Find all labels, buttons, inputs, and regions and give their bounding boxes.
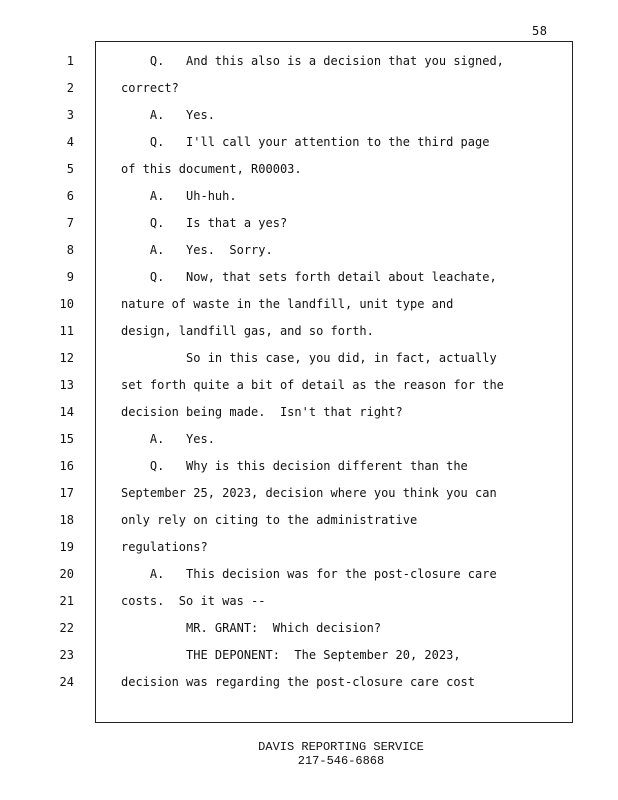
line-number: 19 [59,540,74,554]
line-text: Q. Why is this decision different than the [121,459,468,473]
line-text: A. Yes. [121,432,215,446]
line-text: THE DEPONENT: The September 20, 2023, [121,648,461,662]
line-number: 20 [59,567,74,581]
line-number: 21 [59,594,74,608]
line-number: 13 [59,378,74,392]
line-text: A. This decision was for the post-closure care [121,567,497,581]
line-number: 6 [66,189,74,203]
line-number: 2 [66,81,74,95]
line-text: correct? [121,81,179,95]
line-text: nature of waste in the landfill, unit type and [121,297,454,311]
line-text: Q. Is that a yes? [121,216,288,230]
line-number: 23 [59,648,74,662]
line-number: 8 [66,243,74,257]
line-text: Q. And this also is a decision that you signed, [121,54,504,68]
footer-company: DAVIS REPORTING SERVICE [258,740,424,754]
line-number: 11 [59,324,74,338]
line-text: of this document, R00003. [121,162,302,176]
line-text: MR. GRANT: Which decision? [121,621,382,635]
line-number: 14 [59,405,74,419]
page-number: 58 [532,24,548,38]
line-number: 24 [59,675,74,689]
line-number: 18 [59,513,74,527]
footer-phone: 217-546-6868 [297,754,385,768]
line-number: 3 [66,108,74,122]
line-text: September 25, 2023, decision where you think you can [121,486,497,500]
line-number: 22 [59,621,74,635]
line-number: 10 [59,297,74,311]
line-text: design, landfill gas, and so forth. [121,324,374,338]
line-number: 4 [66,135,74,149]
line-text: costs. So it was -- [121,594,266,608]
line-text: A. Yes. [121,108,215,122]
line-number: 15 [59,432,74,446]
line-number: 17 [59,486,74,500]
line-text: decision being made. Isn't that right? [121,405,403,419]
line-text: A. Uh-huh. [121,189,237,203]
line-number: 7 [66,216,74,230]
line-number: 9 [66,270,74,284]
line-number: 5 [66,162,74,176]
line-text: Q. I'll call your attention to the third page [121,135,490,149]
line-number: 16 [59,459,74,473]
line-number: 1 [66,54,74,68]
line-text: set forth quite a bit of detail as the reason for the [121,378,504,392]
line-text: So in this case, you did, in fact, actually [121,351,497,365]
line-text: Q. Now, that sets forth detail about leachate, [121,270,497,284]
line-text: decision was regarding the post-closure care cost [121,675,476,689]
line-text: A. Yes. Sorry. [121,243,273,257]
line-text: regulations? [121,540,208,554]
line-number: 12 [59,351,74,365]
line-text: only rely on citing to the administrative [121,513,418,527]
